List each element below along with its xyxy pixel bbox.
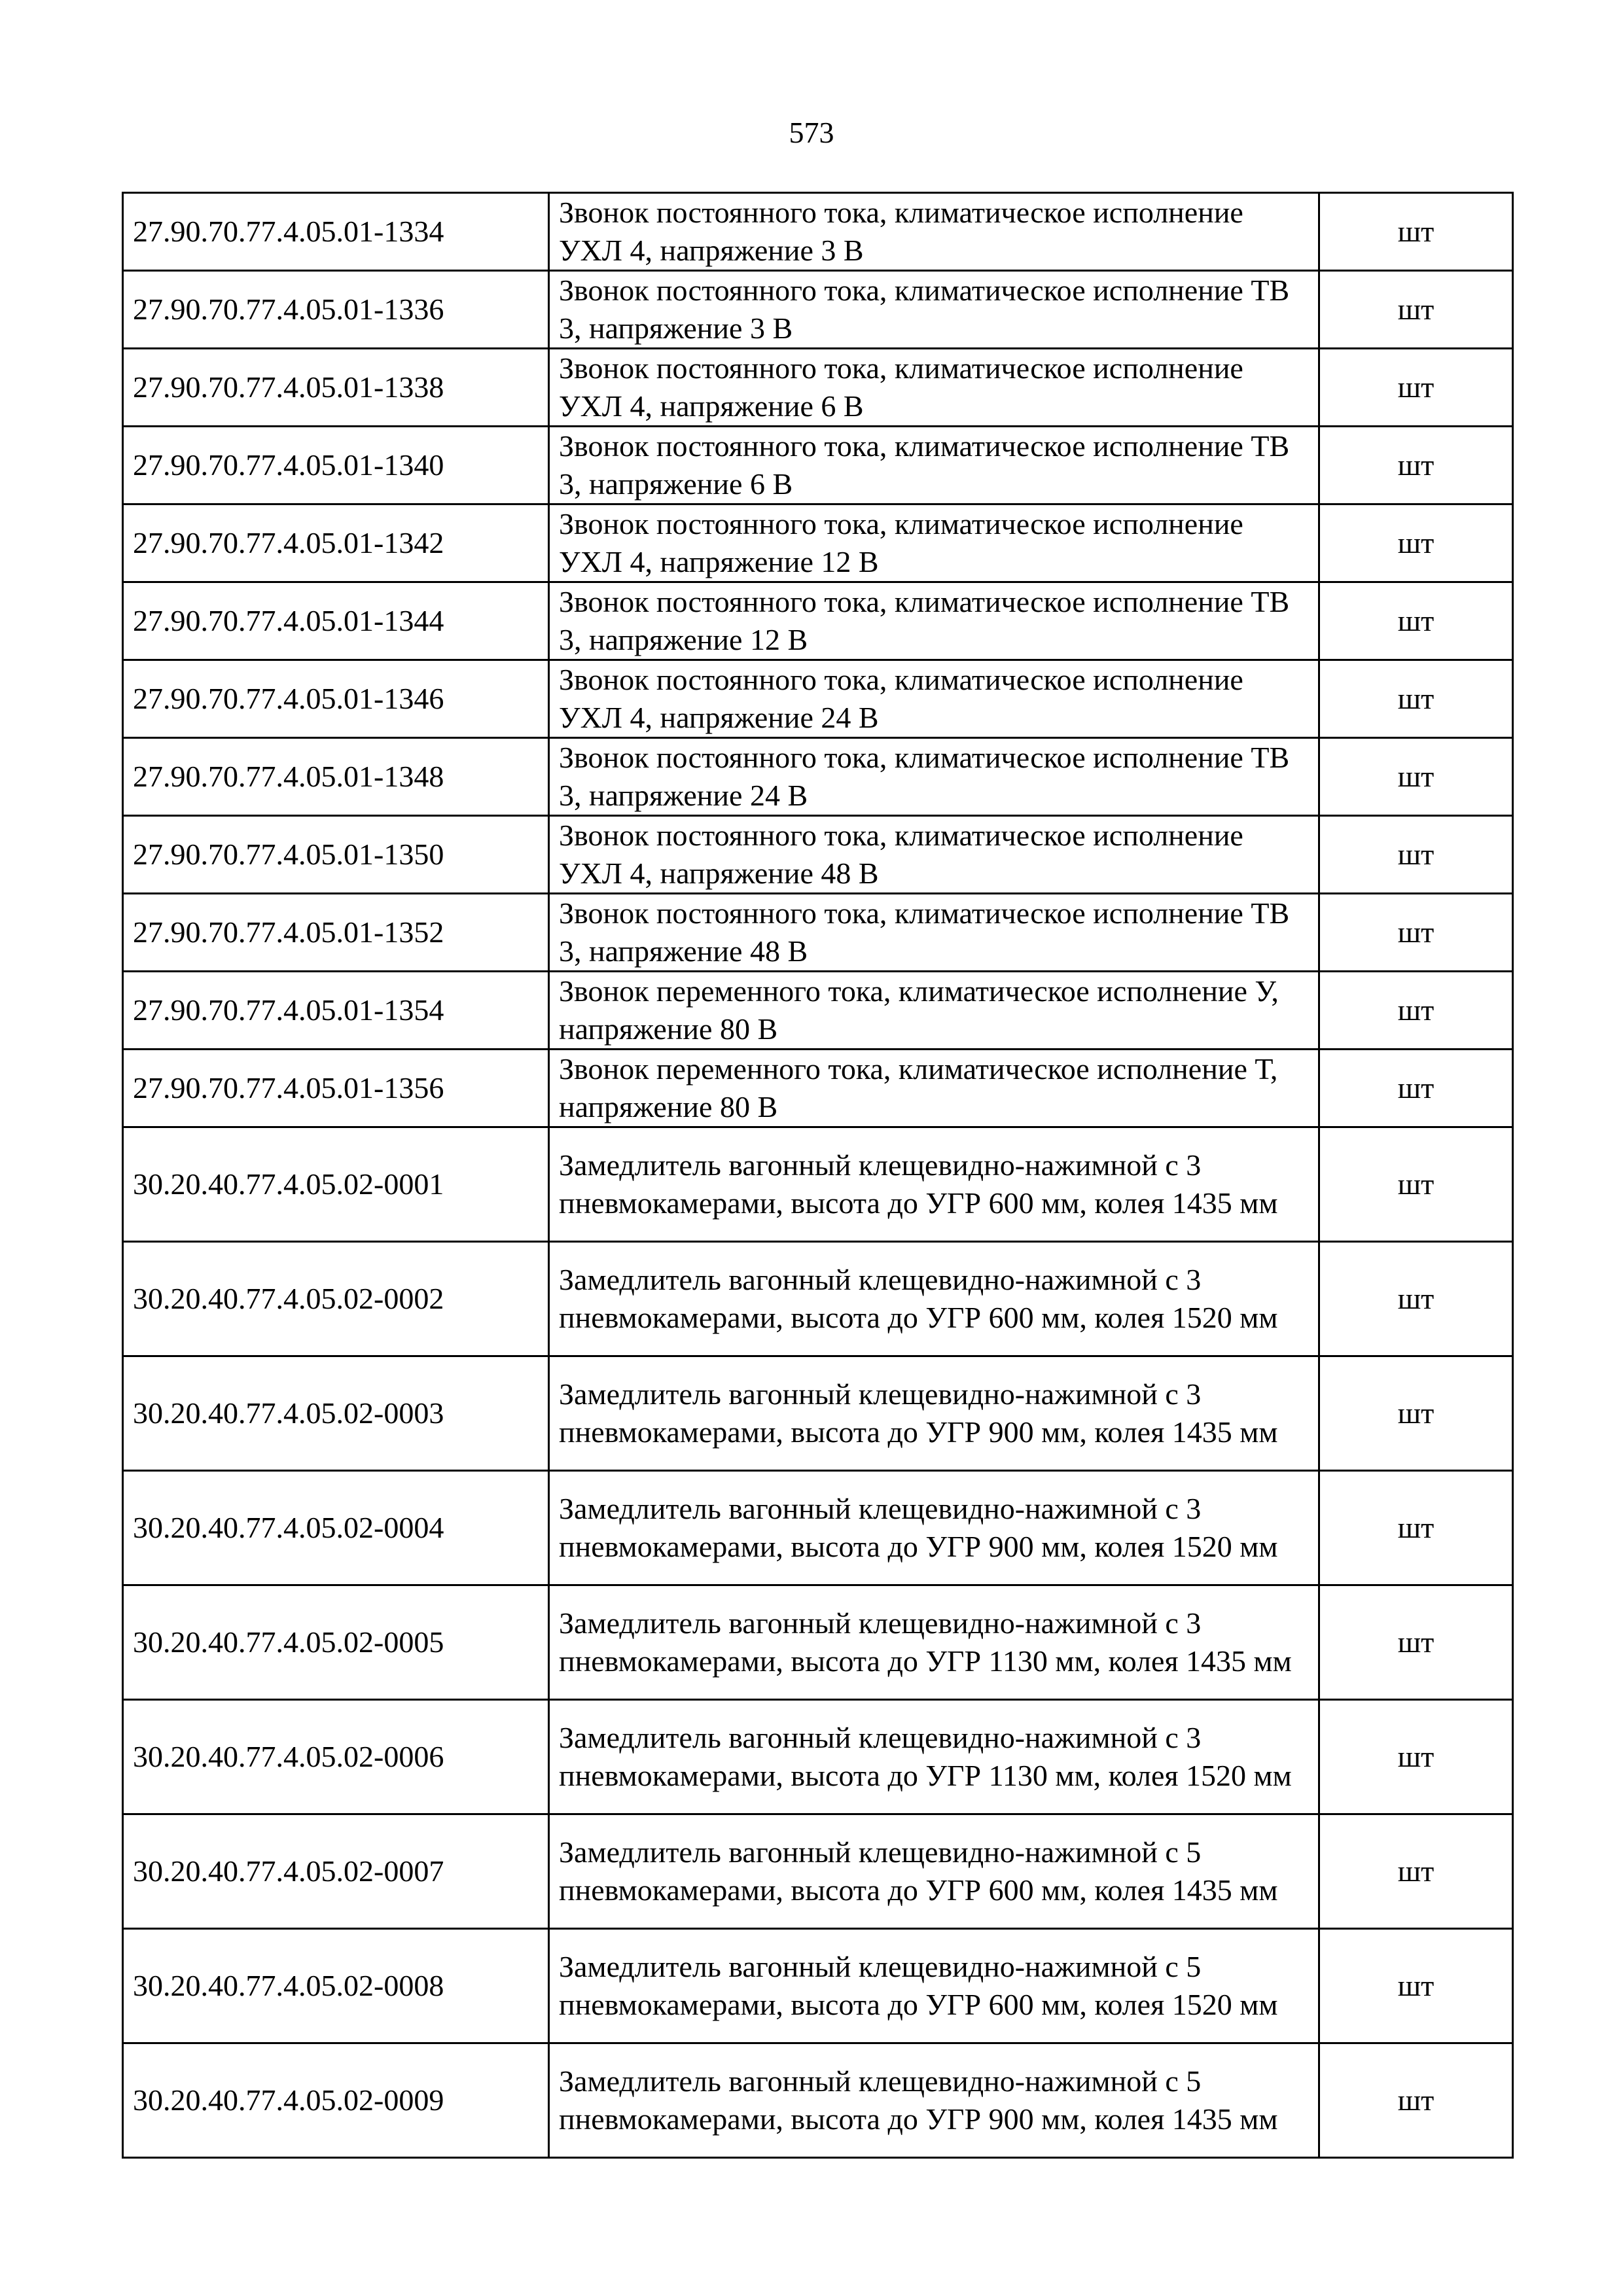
item-code: 27.90.70.77.4.05.01-1334 (123, 193, 549, 271)
table-row (123, 1700, 1513, 1814)
table-row (123, 1471, 1513, 1585)
item-code: 27.90.70.77.4.05.01-1350 (123, 816, 549, 894)
item-unit: шт (1319, 1242, 1513, 1356)
table-row (123, 1814, 1513, 1929)
table-row (123, 1585, 1513, 1700)
item-unit: шт (1319, 582, 1513, 660)
page-number: 573 (789, 116, 834, 149)
table-row (123, 349, 1513, 427)
table-row (123, 1929, 1513, 2043)
table-row (123, 1242, 1513, 1356)
item-unit: шт (1319, 1356, 1513, 1471)
item-name: Замедлитель вагонный клещевидно-нажимной с 5 пневмокамерами, высота до УГР 900 мм, колея 1435 мм (549, 2043, 1319, 2158)
item-code: 30.20.40.77.4.05.02-0007 (123, 1814, 549, 1929)
table-row (123, 504, 1513, 582)
item-name: Звонок постоянного тока, климатическое исполнение ТВ 3, напряжение 3 В (549, 271, 1319, 349)
item-name: Замедлитель вагонный клещевидно-нажимной с 5 пневмокамерами, высота до УГР 600 мм, колея 1520 мм (549, 1929, 1319, 2043)
item-unit: шт (1319, 427, 1513, 504)
item-unit: шт (1319, 972, 1513, 1050)
item-code: 27.90.70.77.4.05.01-1348 (123, 738, 549, 816)
table-row (123, 894, 1513, 972)
item-unit: шт (1319, 1471, 1513, 1585)
item-name: Звонок постоянного тока, климатическое исполнение УХЛ 4, напряжение 48 В (549, 816, 1319, 894)
item-code: 30.20.40.77.4.05.02-0009 (123, 2043, 549, 2158)
item-name: Звонок постоянного тока, климатическое исполнение УХЛ 4, напряжение 6 В (549, 349, 1319, 427)
table-row (123, 660, 1513, 738)
table-row (123, 1050, 1513, 1127)
item-unit: шт (1319, 193, 1513, 271)
table-row (123, 1356, 1513, 1471)
table-row (123, 1127, 1513, 1242)
item-name: Звонок постоянного тока, климатическое исполнение УХЛ 4, напряжение 24 В (549, 660, 1319, 738)
item-name: Замедлитель вагонный клещевидно-нажимной с 5 пневмокамерами, высота до УГР 600 мм, колея 1435 мм (549, 1814, 1319, 1929)
item-unit: шт (1319, 1929, 1513, 2043)
item-name: Замедлитель вагонный клещевидно-нажимной с 3 пневмокамерами, высота до УГР 900 мм, колея 1435 мм (549, 1356, 1319, 1471)
item-unit: шт (1319, 349, 1513, 427)
table-row (123, 582, 1513, 660)
table-row (123, 738, 1513, 816)
item-unit: шт (1319, 1700, 1513, 1814)
table-row (123, 816, 1513, 894)
item-code: 27.90.70.77.4.05.01-1346 (123, 660, 549, 738)
item-unit: шт (1319, 2043, 1513, 2158)
item-unit: шт (1319, 1585, 1513, 1700)
item-code: 27.90.70.77.4.05.01-1338 (123, 349, 549, 427)
item-name: Звонок переменного тока, климатическое исполнение Т, напряжение 80 В (549, 1050, 1319, 1127)
item-code: 27.90.70.77.4.05.01-1340 (123, 427, 549, 504)
item-code: 27.90.70.77.4.05.01-1344 (123, 582, 549, 660)
item-code: 27.90.70.77.4.05.01-1356 (123, 1050, 549, 1127)
item-code: 27.90.70.77.4.05.01-1352 (123, 894, 549, 972)
item-unit: шт (1319, 894, 1513, 972)
item-code: 27.90.70.77.4.05.01-1354 (123, 972, 549, 1050)
item-code: 30.20.40.77.4.05.02-0002 (123, 1242, 549, 1356)
item-unit: шт (1319, 816, 1513, 894)
item-code: 27.90.70.77.4.05.01-1342 (123, 504, 549, 582)
item-unit: шт (1319, 1127, 1513, 1242)
item-unit: шт (1319, 271, 1513, 349)
item-name: Замедлитель вагонный клещевидно-нажимной с 3 пневмокамерами, высота до УГР 1130 мм, колея 1435 мм (549, 1585, 1319, 1700)
item-code: 30.20.40.77.4.05.02-0004 (123, 1471, 549, 1585)
item-unit: шт (1319, 738, 1513, 816)
item-unit: шт (1319, 1050, 1513, 1127)
item-code: 27.90.70.77.4.05.01-1336 (123, 271, 549, 349)
item-unit: шт (1319, 660, 1513, 738)
item-name: Замедлитель вагонный клещевидно-нажимной с 3 пневмокамерами, высота до УГР 900 мм, колея 1520 мм (549, 1471, 1319, 1585)
item-code: 30.20.40.77.4.05.02-0003 (123, 1356, 549, 1471)
item-name: Звонок постоянного тока, климатическое исполнение ТВ 3, напряжение 6 В (549, 427, 1319, 504)
item-code: 30.20.40.77.4.05.02-0005 (123, 1585, 549, 1700)
table-row (123, 271, 1513, 349)
item-name: Звонок постоянного тока, климатическое исполнение ТВ 3, напряжение 24 В (549, 738, 1319, 816)
item-name: Звонок постоянного тока, климатическое исполнение УХЛ 4, напряжение 12 В (549, 504, 1319, 582)
item-name: Замедлитель вагонный клещевидно-нажимной с 3 пневмокамерами, высота до УГР 600 мм, колея 1435 мм (549, 1127, 1319, 1242)
item-name: Звонок постоянного тока, климатическое исполнение ТВ 3, напряжение 12 В (549, 582, 1319, 660)
item-name: Замедлитель вагонный клещевидно-нажимной с 3 пневмокамерами, высота до УГР 1130 мм, колея 1520 мм (549, 1700, 1319, 1814)
item-name: Звонок переменного тока, климатическое исполнение У, напряжение 80 В (549, 972, 1319, 1050)
catalog-table (122, 192, 1514, 2159)
table-row (123, 972, 1513, 1050)
item-unit: шт (1319, 504, 1513, 582)
item-name: Звонок постоянного тока, климатическое исполнение УХЛ 4, напряжение 3 В (549, 193, 1319, 271)
item-code: 30.20.40.77.4.05.02-0008 (123, 1929, 549, 2043)
item-code: 30.20.40.77.4.05.02-0001 (123, 1127, 549, 1242)
item-code: 30.20.40.77.4.05.02-0006 (123, 1700, 549, 1814)
item-name: Замедлитель вагонный клещевидно-нажимной с 3 пневмокамерами, высота до УГР 600 мм, колея 1520 мм (549, 1242, 1319, 1356)
item-unit: шт (1319, 1814, 1513, 1929)
table-row (123, 193, 1513, 271)
table-row (123, 2043, 1513, 2158)
table-row (123, 427, 1513, 504)
item-name: Звонок постоянного тока, климатическое исполнение ТВ 3, напряжение 48 В (549, 894, 1319, 972)
